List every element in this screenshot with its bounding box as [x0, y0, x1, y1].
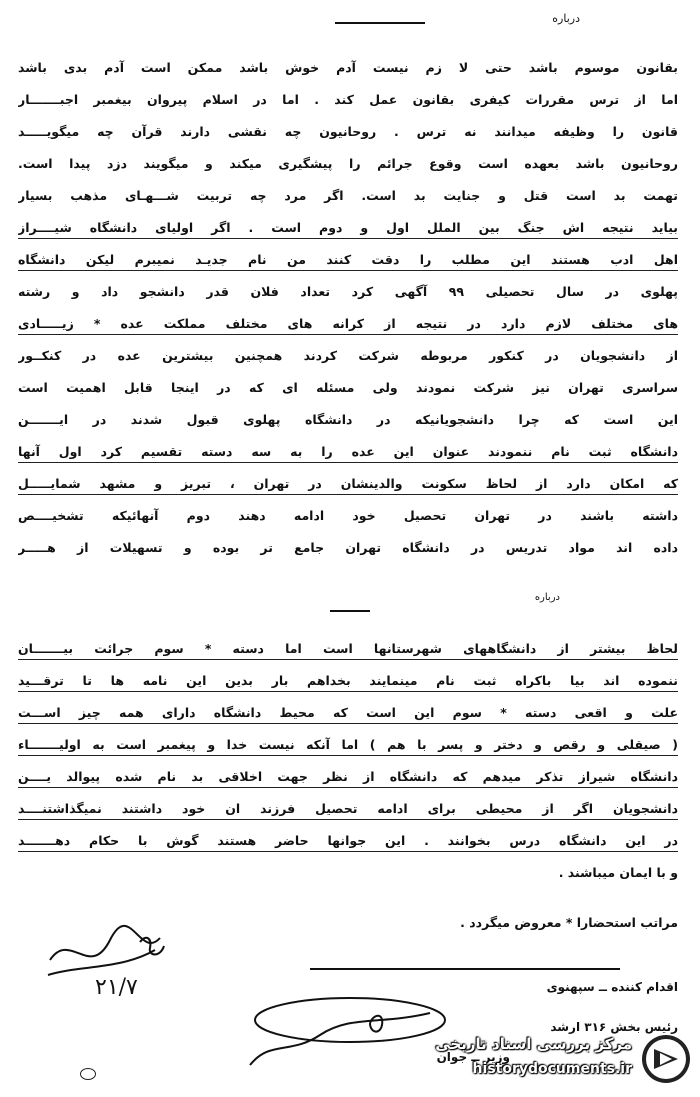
text-line: دانشگاه ثبت نام ننمودند عنوان این عده را به سه دسته تقسیم کرد اول آنها	[18, 436, 678, 468]
text-line: دانشگاه شیراز تذکر میدهم که دانشگاه از نظر جهت اخلاقی بد نام شده پیوالد یــــن	[18, 761, 678, 793]
text-line: داده اند مواد تدریس در دانشگاه تهران جامع تر بوده و تسهیلات از هـــــر	[18, 540, 678, 555]
reference-line: رئیس بخش ۳۱۶ ارشد	[550, 1020, 678, 1034]
handwritten-number: ۲۱/۷	[95, 975, 138, 1000]
text-line: از دانشجویان در کنکور مربوطه شرکت کردند همچنین بیشترین عده در کنکــور	[18, 348, 678, 363]
signature-rule	[310, 968, 620, 970]
text-line: در این دانشگاه درس بخوانند . این جوانها حاضر هستند گوش با حکام دهـــــــد	[18, 825, 678, 857]
body-text-section-1	[18, 52, 678, 564]
action-officer: اقدام کننده ــ سپهنوی	[546, 980, 678, 994]
text-line: بیاید نتیجه اش جنگ بین الملل اول و دوم است . اگر اولیای دانشگاه شیــــراز	[18, 212, 678, 244]
continuation-label: درباره	[534, 592, 560, 603]
page-header	[0, 12, 700, 34]
text-line: اهل ادب هستند این مطلب را دقت کنند من نام جدیـد نمیبرم لیکن دانشگاه	[18, 244, 678, 276]
body-text-section-2	[18, 633, 678, 889]
text-line: های مختلف لازم دارد در نتیجه از کرانه های مختلف مملکت عده * زیـــــادی	[18, 308, 678, 340]
margin-circle-mark	[80, 1068, 96, 1080]
text-line: ننموده اند بیا باکراه ثبت نام مینمایند بخداهم بار بدین این نامه ها تا ترقـــید	[18, 665, 678, 697]
recipient-line: وزیر ــ جوان	[436, 1050, 510, 1064]
text-line: ( صیقلی و رقص و دختر و پسر با هم ) اما آنکه نیست خدا و پیغمبر است به اولیـــــــاء	[18, 729, 678, 761]
text-line: پهلوی در سال تحصیلی ۹۹ آگهی کرد تعداد فلان قدر دانشجو داد و رشته	[18, 284, 678, 299]
text-line: داشته باشند در تهران تحصیل خود ادامه دهند دوم آنهائیکه تشخیــــص	[18, 508, 678, 523]
page-break-divider	[0, 590, 700, 620]
text-line: لحاظ بیشتر از دانشگاههای شهرستانها است اما دسته * سوم جرائت بیـــــــان	[18, 633, 678, 665]
text-line: اما از ترس مقررات کیفری بقانون عمل کند . اما در اسلام پیروان بیغمبر اجبـــــــار	[18, 92, 678, 107]
header-rule	[335, 22, 425, 24]
text-line: و با ایمان میباشند .	[558, 865, 678, 880]
watermark-url: historydocuments.ir	[472, 1061, 632, 1077]
respect-closing: مراتب استحضارا * معروض میگردد .	[460, 915, 678, 930]
text-line: دانشجویان اگر از محیطی برای ادامه تحصیل فرزند ان خود داشتند نمیگذاشتنــــد	[18, 793, 678, 825]
archive-logo-icon	[640, 1033, 692, 1085]
text-line: قانون را وظیفه میدانند نه ترس . روحانیون چه نقشی دارند قرآن چه میگویـــــد	[18, 124, 678, 139]
text-line: سراسری تهران نیز شرکت نمودند ولی مسئله ای که در اینجا قابل اهمیت است	[18, 380, 678, 395]
text-line: این است که چرا دانشجویانیکه در دانشگاه پهلوی قبول شدند در ایـــــــن	[18, 412, 678, 427]
archive-watermark	[407, 1029, 692, 1089]
header-label: درباره	[552, 12, 580, 25]
text-line: علت و اقعی دسته * سوم این است که محیط دانشگاه دارای همه چیز اســـت	[18, 697, 678, 729]
text-line: تهمت بد است قتل و جنایت بد است. اگر مرد چه تربیت شـــهـای مذهب بسیار	[18, 188, 678, 203]
text-line: روحانیون باشد بعهده است وقوع جرائم را پیشگیری میکند و میگویند دزد پیدا است.	[18, 156, 678, 171]
text-line: که امکان دارد از لحاظ سکونت والدینشان در تهران ، تبریز و مشهد شمایـــــل	[18, 468, 678, 500]
divider-rule	[330, 610, 370, 612]
text-line: بقانون موسوم باشد حتی لا زم نیست آدم خوش باشد ممکن است آدم بدی باشد	[18, 60, 678, 75]
watermark-title: مرکز بررسی اسناد تاریخی	[435, 1035, 632, 1053]
